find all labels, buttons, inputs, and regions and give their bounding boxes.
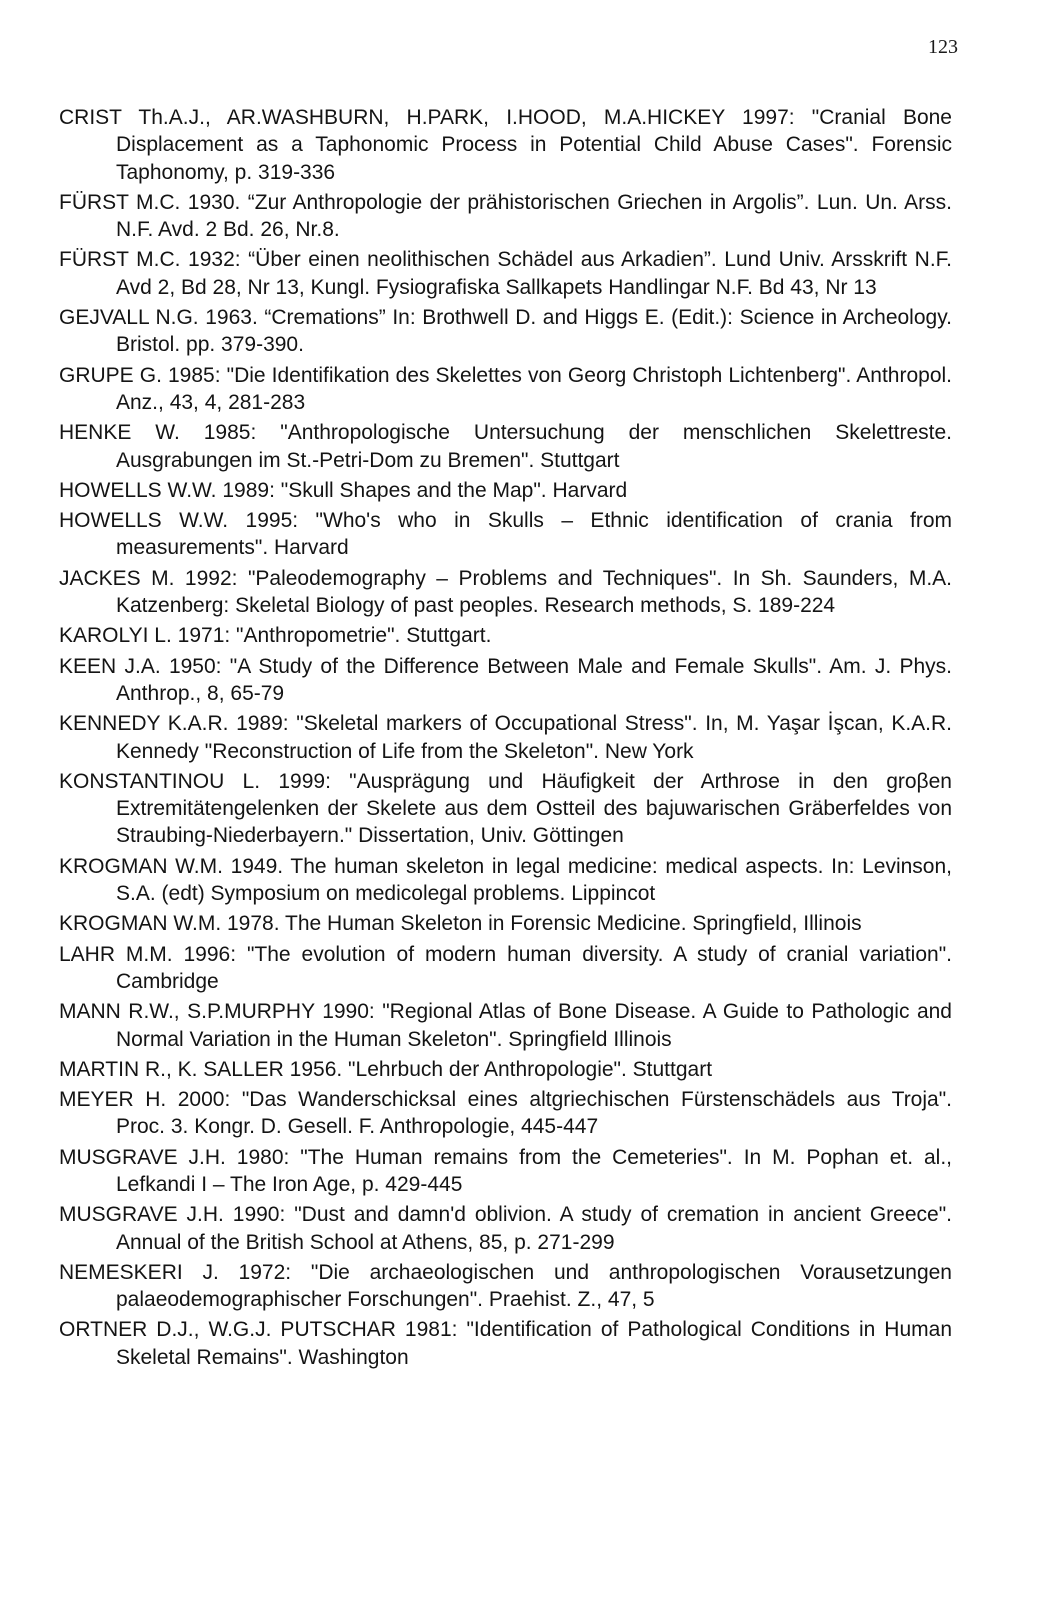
reference-entry: GRUPE G. 1985: "Die Identifikation des Skelettes von Georg Christoph Lichtenberg". Anthropol. Anz., 43, 4, 281-283 — [59, 363, 952, 414]
reference-entry: HENKE W. 1985: "Anthropologische Untersuchung der menschlichen Skelettreste. Ausgrabungen im St.-Petri-Dom zu Bremen". Stuttgart — [59, 421, 952, 472]
reference-entry: KENNEDY K.A.R. 1989: "Skeletal markers of Occupational Stress". In, M. Yaşar İşcan, K.A.R. Kennedy "Reconstruction of Life from the Skeleton". New York — [59, 712, 952, 763]
reference-entry: MEYER H. 2000: "Das Wanderschicksal eines altgriechischen Fürstenschädels aus Troja". Proc. 3. Kongr. D. Gesell. F. Anthropologie, 445-447 — [59, 1088, 952, 1139]
reference-entry: MUSGRAVE J.H. 1990: "Dust and damn'd oblivion. A study of cremation in ancient Greece". Annual of the British School at Athens, 85, p. 271-299 — [59, 1203, 952, 1254]
reference-entry: FÜRST M.C. 1932: “Über einen neolithischen Schädel aus Arkadien”. Lund Univ. Arsskrift N.F. Avd 2, Bd 28, Nr 13, Kungl. Fysiografiska Sallkapets Handlingar N.F. Bd 43, Nr 13 — [59, 248, 952, 299]
bibliography-list — [59, 104, 952, 1374]
reference-entry: HOWELLS W.W. 1995: "Who's who in Skulls – Ethnic identification of crania from measurements". Harvard — [59, 509, 952, 560]
reference-entry: NEMESKERI J. 1972: "Die archaeologischen und anthropologischen Vorausetzungen palaeodemographischer Forschungen". Praehist. Z., 47, 5 — [59, 1260, 952, 1312]
reference-entry: KROGMAN W.M. 1978. The Human Skeleton in Forensic Medicine. Springfield, Illinois — [59, 912, 862, 936]
reference-entry: MUSGRAVE J.H. 1980: "The Human remains from the Cemeteries". In M. Pophan et. al., Lefkandi I – The Iron Age, p. 429-445 — [59, 1145, 952, 1196]
reference-entry: HOWELLS W.W. 1989: "Skull Shapes and the Map". Harvard — [59, 478, 628, 502]
page-number: 123 — [928, 36, 958, 58]
reference-entry: ORTNER D.J., W.G.J. PUTSCHAR 1981: "Identification of Pathological Conditions in Human Skeletal Remains". Washington — [59, 1318, 952, 1369]
reference-entry: GEJVALL N.G. 1963. “Cremations” In: Brothwell D. and Higgs E. (Edit.): Science in Archeology. Bristol. pp. 379-390. — [59, 306, 952, 357]
reference-entry: LAHR M.M. 1996: "The evolution of modern human diversity. A study of cranial variation". Cambridge — [59, 942, 952, 993]
reference-entry: KONSTANTINOU L. 1999: "Ausprägung und Häufigkeit der Arthrose in den groβen Extremitätengelenken der Skelete aus dem Ostteil des bajuwarischen Gräberfeldes von Straubing-Niederbayern." Dissertation, Univ. Göttingen — [59, 769, 952, 848]
reference-entry: KROGMAN W.M. 1949. The human skeleton in legal medicine: medical aspects. In: Levinson, S.A. (edt) Symposium on medicolegal problems. Lippincot — [59, 854, 952, 906]
reference-entry: KAROLYI L. 1971: "Anthropometrie". Stuttgart. — [59, 624, 492, 648]
reference-entry: KEEN J.A. 1950: "A Study of the Difference Between Male and Female Skulls". Am. J. Phys. Anthrop., 8, 65-79 — [59, 654, 952, 705]
reference-entry: JACKES M. 1992: "Paleodemography – Problems and Techniques". In Sh. Saunders, M.A. Katzenberg: Skeletal Biology of past peoples. Research methods, S. 189-224 — [59, 566, 952, 618]
reference-entry: FÜRST M.C. 1930. “Zur Anthropologie der prähistorischen Griechen in Argolis”. Lun. Un. Arss. N.F. Avd. 2 Bd. 26, Nr.8. — [59, 190, 952, 242]
reference-entry: MANN R.W., S.P.MURPHY 1990: "Regional Atlas of Bone Disease. A Guide to Pathologic and Normal Variation in the Human Skeleton". Springfield Illinois — [59, 1000, 952, 1051]
reference-entry: CRIST Th.A.J., AR.WASHBURN, H.PARK, I.HOOD, M.A.HICKEY 1997: "Cranial Bone Displacement as a Taphonomic Process in Potential Child Abuse Cases". Forensic Taphonomy, p. 319-336 — [59, 106, 952, 184]
reference-entry: MARTIN R., K. SALLER 1956. "Lehrbuch der Anthropologie". Stuttgart — [59, 1057, 713, 1081]
